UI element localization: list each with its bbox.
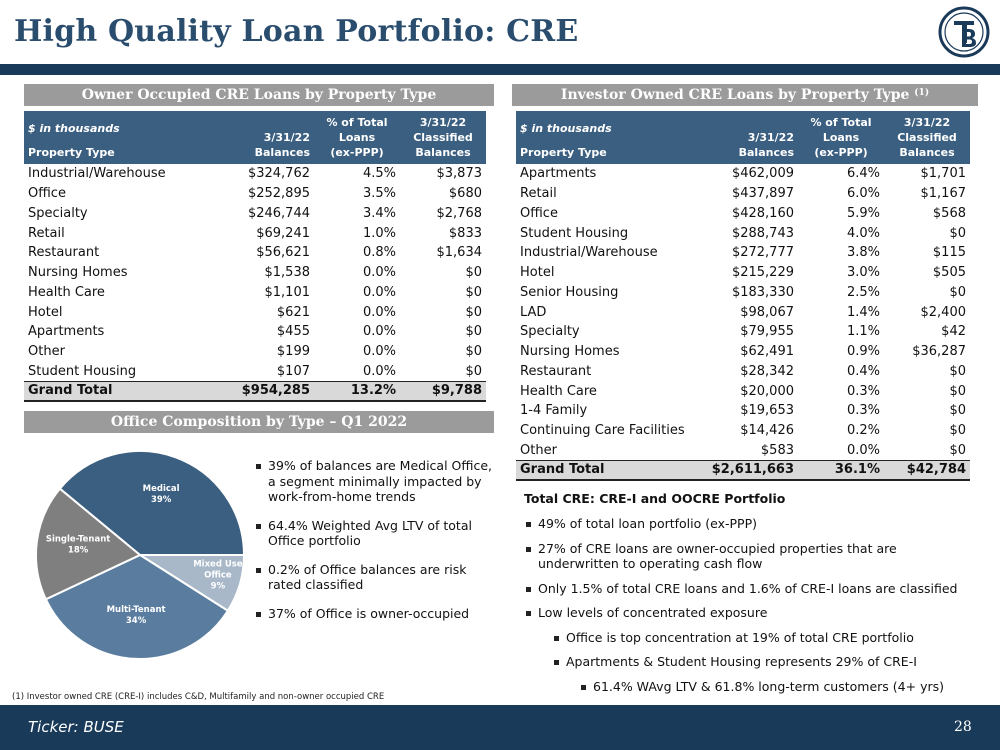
table-cell: $62,491: [740, 344, 794, 360]
table-cell: $0: [949, 442, 966, 458]
table-cell: Continuing Care Facilities: [520, 423, 685, 439]
table-cell: $0: [949, 225, 966, 241]
table-cell: Hotel: [28, 304, 63, 320]
footnote-marker: (1): [914, 88, 930, 98]
table-cell: Hotel: [520, 265, 555, 281]
table-row: [24, 164, 486, 184]
table-cell: Nursing Homes: [28, 265, 128, 281]
table-cell: $0: [465, 265, 482, 281]
table-cell: $0: [949, 363, 966, 379]
table-cell: $36,287: [912, 344, 966, 360]
table-cell: Industrial/Warehouse: [520, 245, 658, 261]
column-header-pct-total: [314, 111, 400, 164]
table-cell: $0: [949, 403, 966, 419]
table-cell: Apartments: [28, 324, 105, 340]
table-cell: $2,611,663: [696, 460, 798, 480]
table-row: [24, 342, 486, 362]
table-cell: $14,426: [740, 423, 794, 439]
office-composition-pie-chart: [28, 447, 253, 662]
table-cell: $954,285: [196, 381, 314, 401]
table-cell: 0.4%: [846, 363, 880, 379]
table-cell: $833: [448, 225, 482, 241]
list-item: 61.4% WAvg LTV & 61.8% long-term customers (4+ yrs): [579, 679, 976, 695]
column-header-text: Property Type: [28, 146, 115, 159]
table-cell: $79,955: [740, 324, 794, 340]
table-row: [516, 204, 970, 224]
list-item: 39% of balances are Medical Office, a segment minimally impacted by work-from-home trends: [254, 458, 494, 505]
owner-occupied-heading: [24, 84, 494, 106]
column-header-text: Classified: [413, 131, 473, 144]
table-cell: Grand Total: [24, 381, 196, 401]
table-row: [516, 362, 970, 382]
table-cell: $199: [276, 344, 310, 360]
table-cell: Specialty: [28, 205, 88, 221]
list-item: Only 1.5% of total CRE loans and 1.6% of CRE-I loans are classified: [524, 581, 976, 597]
table-header-row: [24, 111, 486, 164]
table-cell: 3.4%: [362, 205, 396, 221]
column-header-text: Balances: [899, 146, 955, 159]
table-cell: $28,342: [740, 363, 794, 379]
table-cell: 0.0%: [362, 344, 396, 360]
column-header-text: Balances: [415, 146, 471, 159]
column-header-balances: [196, 111, 314, 164]
table-cell: 0.9%: [846, 344, 880, 360]
table-cell: 6.4%: [846, 166, 880, 182]
company-logo-icon: [938, 6, 990, 58]
column-header-text: 3/31/22: [263, 131, 310, 144]
table-cell: Student Housing: [28, 363, 137, 379]
table-row: [24, 223, 486, 243]
table-cell: 6.0%: [846, 186, 880, 202]
table-cell: Retail: [520, 186, 557, 202]
table-row: [516, 322, 970, 342]
table-cell: 0.0%: [362, 363, 396, 379]
column-header-text: 3/31/22: [903, 116, 951, 129]
table-row: [516, 302, 970, 322]
table-cell: Apartments: [520, 166, 597, 182]
table-cell: Retail: [28, 225, 65, 241]
table-row: [516, 381, 970, 401]
table-cell: $0: [465, 284, 482, 300]
list-item: Apartments & Student Housing represents 29% of CRE-I: [552, 654, 976, 670]
table-cell: 5.9%: [846, 205, 880, 221]
office-composition-heading: [24, 411, 494, 433]
table-cell: $583: [760, 442, 794, 458]
column-header-text: 3/31/22: [747, 131, 794, 144]
table-row: [24, 263, 486, 283]
page-title: High Quality Loan Portfolio: CRE: [14, 14, 579, 49]
table-row: [516, 223, 970, 243]
table-cell: $680: [448, 186, 482, 202]
table-cell: 0.3%: [846, 403, 880, 419]
list-item: 27% of CRE loans are owner-occupied properties that are underwritten to operating cash flow: [524, 541, 976, 572]
list-item: 49% of total loan portfolio (ex-PPP): [524, 516, 976, 532]
unit-label: $ in thousands: [28, 122, 120, 135]
unit-label: $ in thousands: [520, 122, 612, 135]
table-cell: $428,160: [731, 205, 794, 221]
table-cell: $1,167: [920, 186, 966, 202]
table-cell: $42,784: [884, 460, 970, 480]
table-cell: 4.5%: [362, 166, 396, 182]
owner-occupied-heading-text: Owner Occupied CRE Loans by Property Type: [81, 87, 437, 103]
table-row: [24, 184, 486, 204]
table-cell: 0.2%: [846, 423, 880, 439]
table-cell: Other: [520, 442, 557, 458]
column-header-text: Loans: [822, 131, 860, 144]
table-cell: Industrial/Warehouse: [28, 166, 166, 182]
header-rule: [0, 64, 1000, 75]
table-cell: $1,634: [436, 245, 482, 261]
table-cell: $1,538: [264, 265, 310, 281]
list-item: 64.4% Weighted Avg LTV of total Office portfolio: [254, 518, 494, 549]
table-cell: Health Care: [28, 284, 105, 300]
table-row: [516, 263, 970, 283]
table-cell: Office: [28, 186, 66, 202]
table-cell: $0: [949, 383, 966, 399]
table-cell: Nursing Homes: [520, 344, 620, 360]
table-cell: $0: [465, 304, 482, 320]
table-cell: 4.0%: [846, 225, 880, 241]
table-row: [24, 204, 486, 224]
ticker-label: Ticker: BUSE: [28, 718, 124, 736]
list-item: 0.2% of Office balances are risk rated classified: [254, 562, 494, 593]
table-cell: $1,701: [920, 166, 966, 182]
table-cell: 36.1%: [798, 460, 884, 480]
footer-bar: [0, 705, 1000, 750]
table-row: [516, 342, 970, 362]
table-cell: 1-4 Family: [520, 403, 588, 419]
column-header-property-type: [24, 111, 196, 164]
table-cell: $115: [932, 245, 966, 261]
column-header-text: 3/31/22: [419, 116, 467, 129]
table-cell: $0: [949, 284, 966, 300]
grand-total-row: [24, 381, 486, 401]
table-row: [24, 362, 486, 382]
table-cell: $621: [276, 304, 310, 320]
table-cell: $0: [465, 324, 482, 340]
column-header-text: Balances: [254, 146, 310, 159]
footnote: (1) Investor owned CRE (CRE-I) includes C&D, Multifamily and non-owner occupied CRE: [12, 692, 385, 702]
table-cell: 0.0%: [362, 284, 396, 300]
table-cell: 0.0%: [362, 324, 396, 340]
table-cell: $505: [932, 265, 966, 281]
table-cell: $19,653: [740, 403, 794, 419]
column-header-pct-total: [798, 111, 884, 164]
table-cell: $9,788: [400, 381, 486, 401]
table-cell: $324,762: [247, 166, 310, 182]
list-item: Office is top concentration at 19% of total CRE portfolio: [552, 630, 976, 646]
table-cell: $455: [276, 324, 310, 340]
column-header-text: % of Total: [326, 116, 388, 129]
table-cell: $2,400: [920, 304, 966, 320]
table-cell: Restaurant: [520, 363, 592, 379]
list-item: 37% of Office is owner-occupied: [254, 606, 494, 622]
table-cell: $272,777: [731, 245, 794, 261]
table-cell: Student Housing: [520, 225, 629, 241]
table-cell: Specialty: [520, 324, 580, 340]
table-cell: $3,873: [436, 166, 482, 182]
table-cell: 2.5%: [846, 284, 880, 300]
table-row: [516, 283, 970, 303]
table-cell: $1,101: [264, 284, 310, 300]
table-cell: $288,743: [731, 225, 794, 241]
table-row: [24, 283, 486, 303]
table-cell: 0.8%: [362, 245, 396, 261]
office-bullets: [254, 458, 494, 621]
table-cell: 3.8%: [846, 245, 880, 261]
table-cell: $56,621: [256, 245, 310, 261]
table-cell: $2,768: [436, 205, 482, 221]
column-header-text: Classified: [897, 131, 957, 144]
table-cell: Senior Housing: [520, 284, 619, 300]
investor-owned-table: [516, 111, 970, 481]
grand-total-row: [516, 460, 970, 480]
table-cell: 0.0%: [846, 442, 880, 458]
table-cell: $42: [941, 324, 966, 340]
column-header-text: (ex-PPP): [330, 146, 384, 159]
table-cell: $98,067: [740, 304, 794, 320]
table-row: [516, 243, 970, 263]
table-row: [24, 243, 486, 263]
investor-owned-heading: [512, 84, 978, 106]
table-cell: $246,744: [247, 205, 310, 221]
investor-owned-heading-text: Investor Owned CRE Loans by Property Type: [560, 87, 910, 103]
table-cell: $252,895: [247, 186, 310, 202]
column-header-text: Balances: [738, 146, 794, 159]
table-cell: $0: [949, 423, 966, 439]
pie-slice-label: Medical 39%: [142, 483, 180, 505]
table-cell: Other: [28, 344, 65, 360]
table-cell: 1.1%: [846, 324, 880, 340]
pie-slice-label: Mixed Use Office 9%: [193, 559, 243, 592]
table-cell: 13.2%: [314, 381, 400, 401]
page-number: 28: [954, 719, 972, 735]
table-cell: $568: [932, 205, 966, 221]
table-cell: $0: [465, 344, 482, 360]
table-cell: 3.5%: [362, 186, 396, 202]
table-row: [516, 401, 970, 421]
table-cell: $183,330: [731, 284, 794, 300]
column-header-text: (ex-PPP): [814, 146, 868, 159]
column-header-text: % of Total: [810, 116, 872, 129]
pie-slice-label: Multi-Tenant 34%: [106, 604, 166, 626]
table-cell: Grand Total: [516, 460, 696, 480]
pie-slice-label: Single-Tenant 18%: [45, 534, 111, 556]
table-cell: $0: [465, 363, 482, 379]
table-cell: $107: [276, 363, 310, 379]
table-cell: $69,241: [256, 225, 310, 241]
list-item: Low levels of concentrated exposure: [524, 605, 976, 621]
table-cell: Office: [520, 205, 558, 221]
table-cell: 3.0%: [846, 265, 880, 281]
table-cell: Restaurant: [28, 245, 100, 261]
table-cell: LAD: [520, 304, 547, 320]
table-cell: 1.0%: [362, 225, 396, 241]
table-cell: 1.4%: [846, 304, 880, 320]
table-cell: $462,009: [731, 166, 794, 182]
table-row: [516, 184, 970, 204]
table-cell: $437,897: [731, 186, 794, 202]
column-header-text: Property Type: [520, 146, 607, 159]
table-row: [24, 322, 486, 342]
column-header-classified: [400, 111, 486, 164]
table-cell: Health Care: [520, 383, 597, 399]
table-row: [24, 302, 486, 322]
owner-occupied-table: [24, 111, 486, 402]
table-cell: $215,229: [731, 265, 794, 281]
table-cell: 0.0%: [362, 304, 396, 320]
column-header-text: Loans: [338, 131, 376, 144]
office-composition-heading-text: Office Composition by Type – Q1 2022: [110, 414, 408, 430]
table-cell: 0.3%: [846, 383, 880, 399]
table-cell: $20,000: [740, 383, 794, 399]
total-cre-heading: Total CRE: CRE-I and OOCRE Portfolio: [524, 491, 786, 506]
table-row: [516, 164, 970, 184]
column-header-balances: [696, 111, 798, 164]
total-cre-bullets: [524, 516, 976, 703]
table-cell: 0.0%: [362, 265, 396, 281]
column-header-property-type: [516, 111, 696, 164]
table-row: [516, 441, 970, 461]
table-row: [516, 421, 970, 441]
column-header-classified: [884, 111, 970, 164]
table-header-row: [516, 111, 970, 164]
